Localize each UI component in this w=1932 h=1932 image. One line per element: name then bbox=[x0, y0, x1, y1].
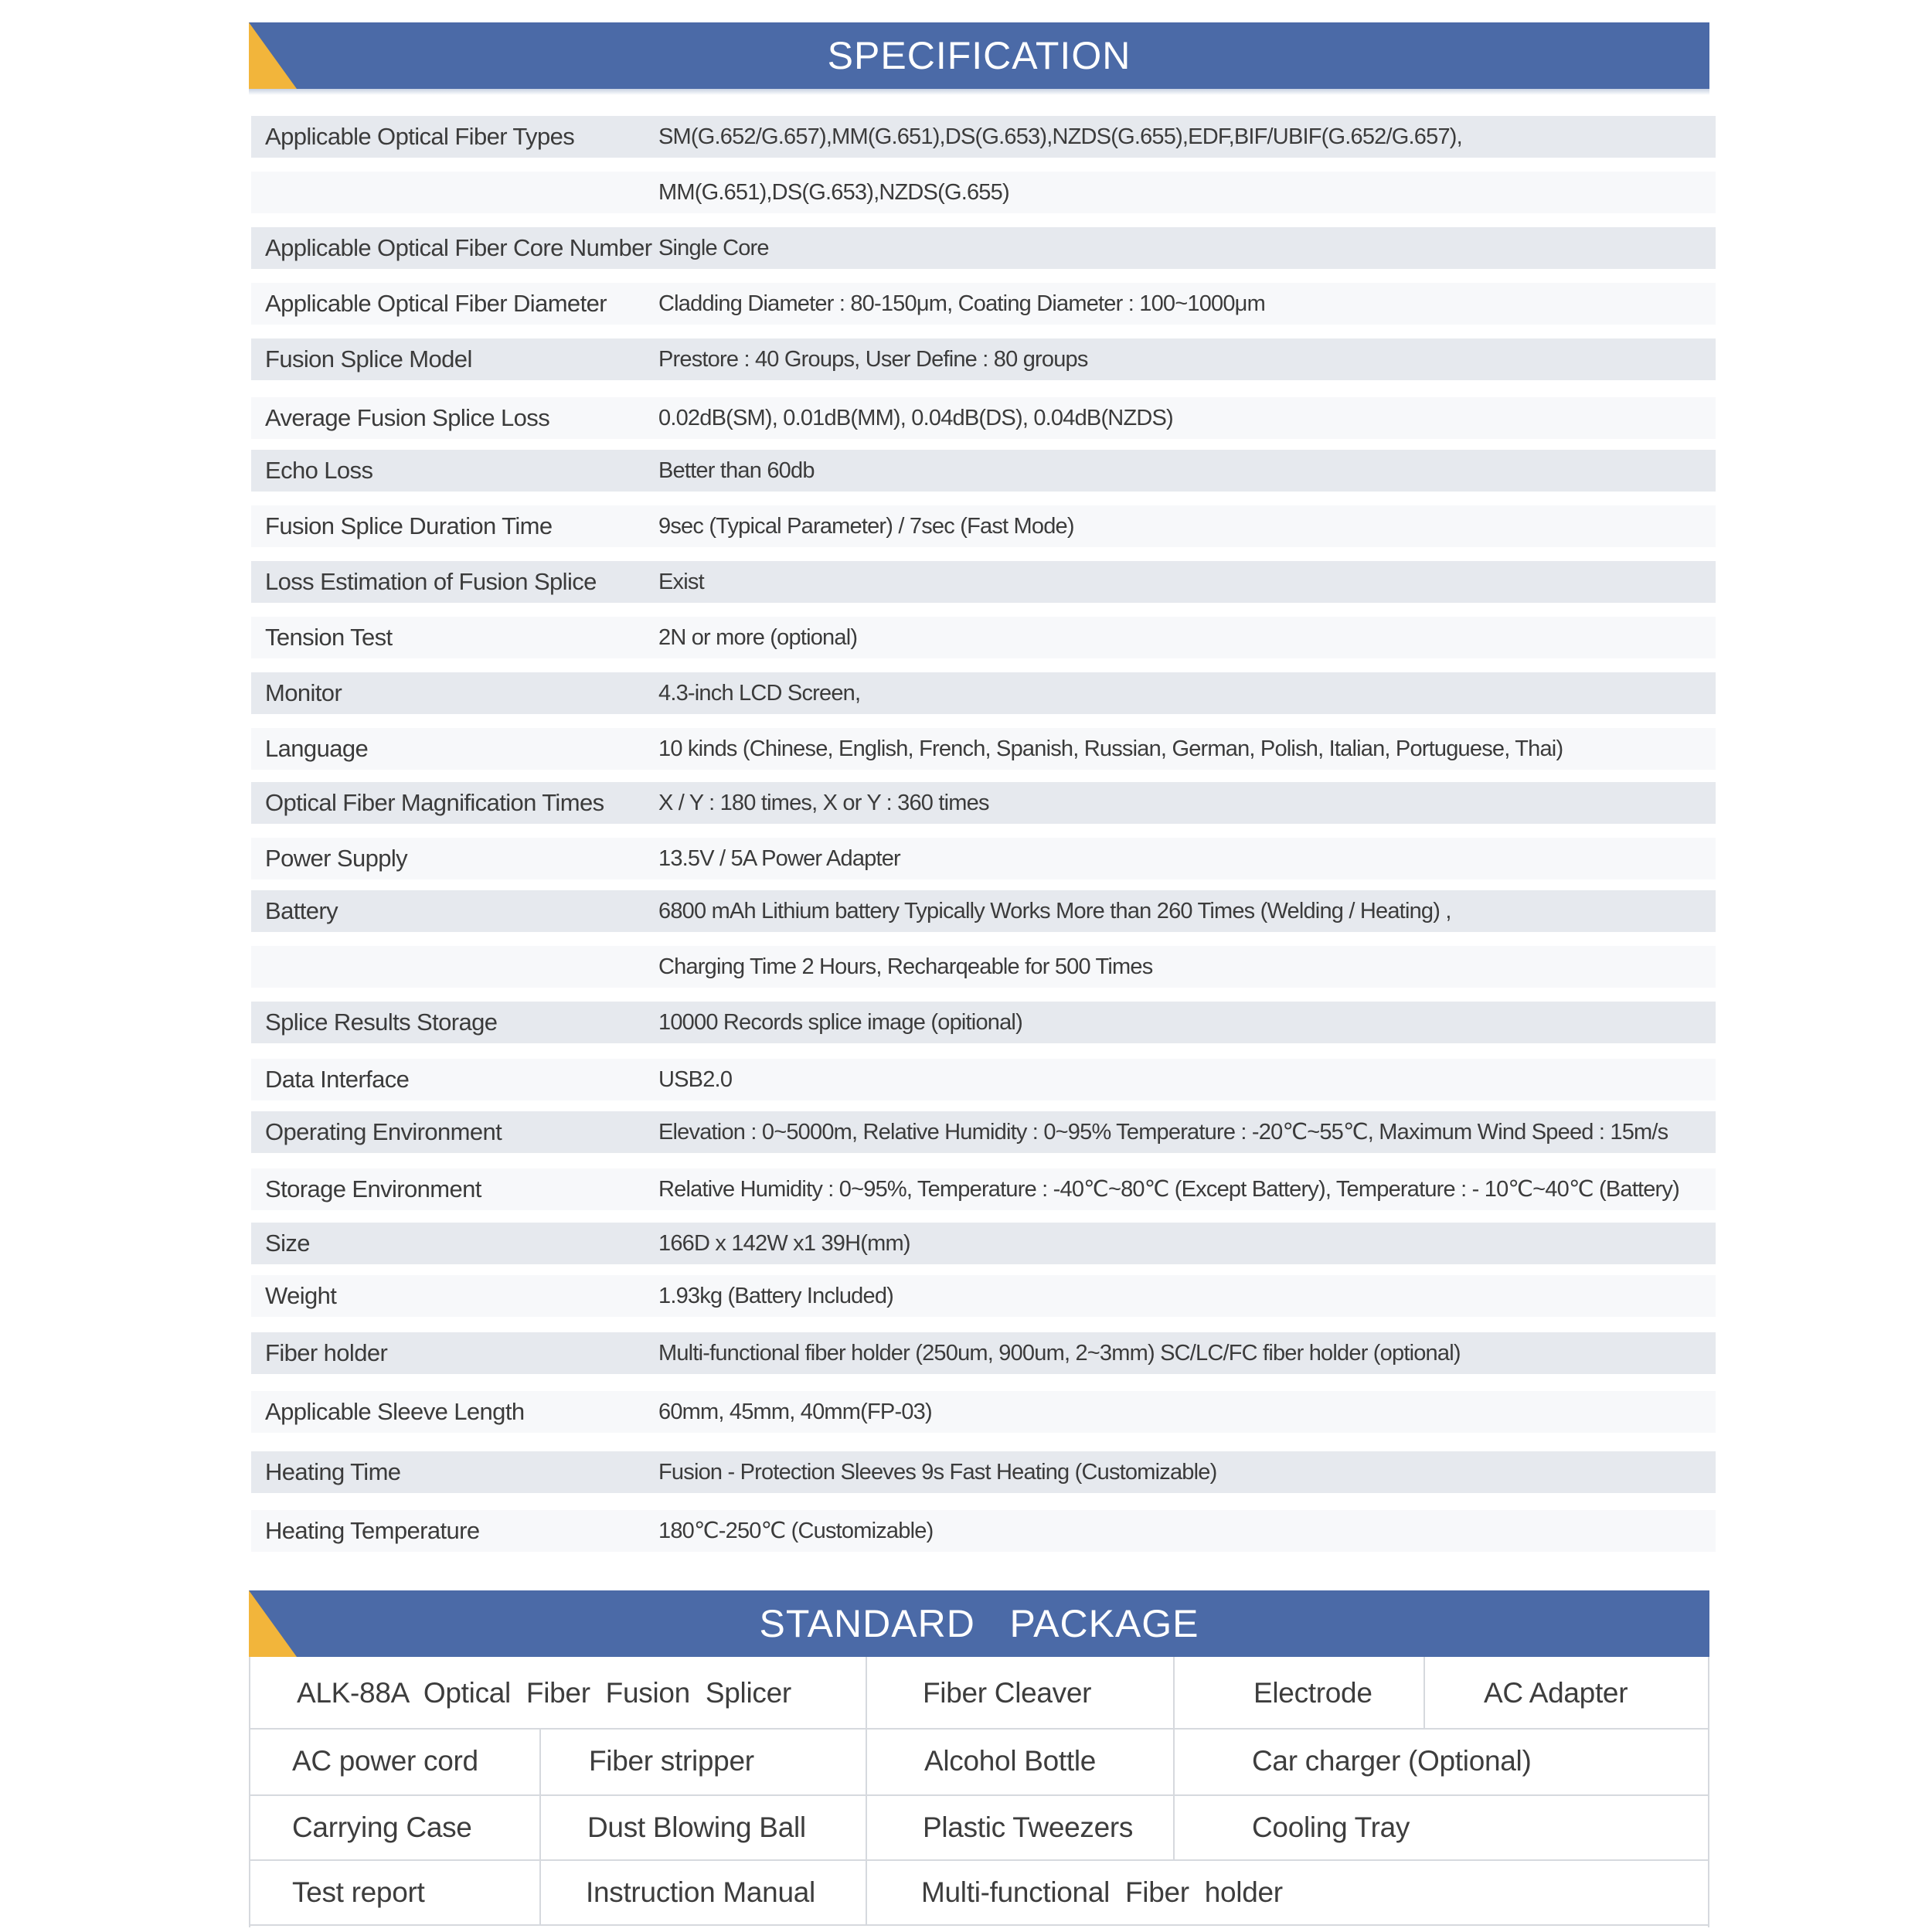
spec-label: Average Fusion Splice Loss bbox=[265, 404, 550, 431]
spec-value: 10 kinds (Chinese, English, French, Spanish, Russian, German, Polish, Italian, Portuguese, Thai) bbox=[658, 736, 1563, 761]
standard-package-banner bbox=[249, 1590, 1709, 1657]
spec-row bbox=[251, 227, 1716, 269]
package-item: Car charger (Optional) bbox=[1252, 1745, 1532, 1777]
grid-line bbox=[539, 1728, 541, 1926]
spec-row bbox=[251, 172, 1716, 213]
spec-value: 2N or more (optional) bbox=[658, 625, 858, 650]
grid-line bbox=[1173, 1657, 1175, 1859]
spec-label: Loss Estimation of Fusion Splice bbox=[265, 568, 597, 595]
spec-row bbox=[251, 338, 1716, 380]
spec-row bbox=[251, 1059, 1716, 1100]
spec-row bbox=[251, 1451, 1716, 1493]
spec-value: Exist bbox=[658, 570, 704, 594]
spec-value: 0.02dB(SM), 0.01dB(MM), 0.04dB(DS), 0.04dB(NZDS) bbox=[658, 406, 1173, 430]
spec-value: Multi-functional fiber holder (250um, 900um, 2~3mm) SC/LC/FC fiber holder (optional) bbox=[658, 1341, 1461, 1366]
spec-row bbox=[251, 838, 1716, 879]
spec-row bbox=[251, 561, 1716, 603]
package-item: AC power cord bbox=[292, 1745, 478, 1777]
spec-row bbox=[251, 672, 1716, 714]
spec-label: Monitor bbox=[265, 679, 342, 706]
package-item: Multi-functional Fiber holder bbox=[921, 1876, 1283, 1908]
specification-banner bbox=[249, 22, 1709, 89]
spec-value: X / Y : 180 times, X or Y : 360 times bbox=[658, 791, 989, 815]
spec-value: Prestore : 40 Groups, User Define : 80 groups bbox=[658, 347, 1088, 372]
spec-label: Applicable Optical Fiber Types bbox=[265, 123, 575, 150]
spec-row bbox=[251, 890, 1716, 932]
package-item: Electrode bbox=[1253, 1677, 1372, 1709]
spec-value: 6800 mAh Lithium battery Typically Works More than 260 Times (Welding / Heating) , bbox=[658, 899, 1451, 923]
package-item: Plastic Tweezers bbox=[923, 1811, 1134, 1843]
package-item: Cooling Tray bbox=[1252, 1811, 1410, 1843]
spec-value: 10000 Records splice image (opitional) bbox=[658, 1010, 1022, 1035]
spec-row bbox=[251, 1391, 1716, 1433]
spec-value: Relative Humidity : 0~95%, Temperature : -40℃~80℃ (Except Battery), Temperature : - 10℃~40℃ (Battery) bbox=[658, 1177, 1679, 1202]
banner-shadow bbox=[249, 89, 1709, 95]
spec-value: 60mm, 45mm, 40mm(FP-03) bbox=[658, 1400, 932, 1424]
spec-label: Tension Test bbox=[265, 624, 393, 651]
spec-value: Charging Time 2 Hours, Recharqeable for 500 Times bbox=[658, 954, 1153, 979]
grid-line bbox=[1423, 1657, 1425, 1728]
spec-row bbox=[251, 1002, 1716, 1043]
spec-label: Fusion Splice Model bbox=[265, 345, 472, 372]
package-item: Test report bbox=[292, 1876, 425, 1908]
spec-label: Fiber holder bbox=[265, 1339, 388, 1366]
spec-row bbox=[251, 946, 1716, 988]
spec-row bbox=[251, 397, 1716, 439]
spec-value: Single Core bbox=[658, 236, 769, 260]
spec-value: Elevation : 0~5000m, Relative Humidity : 0~95% Temperature : -20℃~55℃, Maximum Wind Speed : 15m/s bbox=[658, 1120, 1668, 1145]
spec-row bbox=[251, 1111, 1716, 1153]
spec-label: Storage Environment bbox=[265, 1175, 481, 1202]
spec-row bbox=[251, 283, 1716, 325]
spec-row bbox=[251, 505, 1716, 547]
spec-row bbox=[251, 617, 1716, 658]
spec-value: 180℃-250℃ (Customizable) bbox=[658, 1519, 934, 1543]
spec-label: Heating Time bbox=[265, 1458, 401, 1485]
package-item: Instruction Manual bbox=[586, 1876, 815, 1908]
spec-value: USB2.0 bbox=[658, 1067, 733, 1092]
grid-line bbox=[866, 1657, 867, 1926]
spec-label: Applicable Optical Fiber Diameter bbox=[265, 290, 607, 317]
spec-value: MM(G.651),DS(G.653),NZDS(G.655) bbox=[658, 180, 1009, 205]
spec-row bbox=[251, 450, 1716, 492]
package-item: Carrying Case bbox=[292, 1811, 472, 1843]
spec-label: Heating Temperature bbox=[265, 1517, 480, 1544]
spec-value: 4.3-inch LCD Screen, bbox=[658, 681, 861, 706]
spec-row bbox=[251, 1168, 1716, 1210]
spec-label: Battery bbox=[265, 897, 338, 924]
spec-value: 1.93kg (Battery Included) bbox=[658, 1284, 894, 1308]
package-item: Dust Blowing Ball bbox=[587, 1811, 806, 1843]
spec-value: 166D x 142W x1 39H(mm) bbox=[658, 1231, 910, 1256]
spec-value: SM(G.652/G.657),MM(G.651),DS(G.653),NZDS(G.655),EDF,BIF/UBIF(G.652/G.657), bbox=[658, 124, 1462, 149]
package-item: Fiber stripper bbox=[589, 1745, 754, 1777]
spec-row bbox=[251, 782, 1716, 824]
spec-row bbox=[251, 1275, 1716, 1317]
spec-row bbox=[251, 1223, 1716, 1264]
spec-label: Language bbox=[265, 735, 369, 762]
specification-title: SPECIFICATION bbox=[827, 34, 1131, 77]
spec-label: Data Interface bbox=[265, 1066, 410, 1093]
spec-value: 9sec (Typical Parameter) / 7sec (Fast Mode) bbox=[658, 514, 1074, 539]
spec-label: Weight bbox=[265, 1282, 337, 1309]
spec-label: Echo Loss bbox=[265, 457, 373, 484]
package-item: AC Adapter bbox=[1484, 1677, 1628, 1709]
spec-label: Splice Results Storage bbox=[265, 1009, 498, 1036]
spec-row bbox=[251, 116, 1716, 158]
spec-value: Fusion - Protection Sleeves 9s Fast Heating (Customizable) bbox=[658, 1460, 1217, 1485]
spec-label: Applicable Sleeve Length bbox=[265, 1398, 525, 1425]
spec-label: Size bbox=[265, 1230, 310, 1257]
spec-row bbox=[251, 1332, 1716, 1374]
spec-value: Cladding Diameter : 80-150μm, Coating Diameter : 100~1000μm bbox=[658, 291, 1265, 316]
spec-label: Fusion Splice Duration Time bbox=[265, 512, 553, 539]
package-item: Fiber Cleaver bbox=[923, 1677, 1092, 1709]
spec-value: Better than 60db bbox=[658, 458, 815, 483]
package-item: ALK-88A Optical Fiber Fusion Splicer bbox=[297, 1677, 791, 1709]
spec-label: Operating Environment bbox=[265, 1118, 502, 1145]
spec-label: Applicable Optical Fiber Core Number bbox=[265, 234, 652, 261]
package-item: Alcohol Bottle bbox=[924, 1745, 1097, 1777]
spec-value: 13.5V / 5A Power Adapter bbox=[658, 846, 900, 871]
spec-row bbox=[251, 728, 1716, 770]
standard-package-title: STANDARD PACKAGE bbox=[759, 1602, 1199, 1645]
spec-row bbox=[251, 1510, 1716, 1552]
spec-label: Optical Fiber Magnification Times bbox=[265, 789, 604, 816]
spec-label: Power Supply bbox=[265, 845, 408, 872]
package-grid bbox=[249, 1657, 1709, 1927]
